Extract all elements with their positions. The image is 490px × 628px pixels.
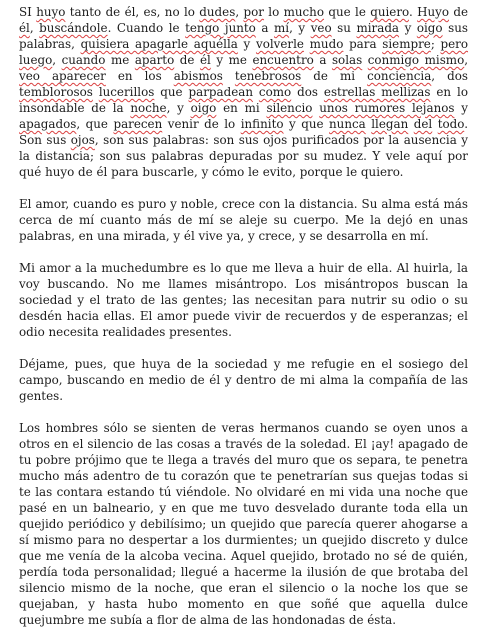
spellcheck-flagged-word: mucho bbox=[283, 5, 325, 19]
text-run: SI bbox=[19, 5, 37, 19]
spellcheck-flagged-word: aparto bbox=[134, 53, 175, 67]
text-run: en los bbox=[105, 69, 174, 83]
text-run: , dos bbox=[431, 69, 468, 83]
spellcheck-flagged-word: parpadean bbox=[188, 85, 253, 99]
spellcheck-flagged-word: tenebrosos bbox=[234, 69, 302, 83]
text-run: , que bbox=[76, 117, 114, 131]
text-run: , bbox=[464, 53, 469, 67]
text-run: . bbox=[408, 5, 418, 19]
spellcheck-flagged-word: él bbox=[19, 21, 30, 35]
spellcheck-flagged-word: pero luego bbox=[19, 37, 469, 67]
paragraph bbox=[19, 420, 468, 628]
text-run: El amor, cuando es puro y noble, crece con la distancia. Su alma está más cerca de mí cuanto más de mí se aleje su cuerpo. Me la dejó en unas palabras, en una mirada, y él vive ya, y crece, y se desarrolla en mí. bbox=[19, 197, 468, 243]
text-run: de bbox=[174, 53, 200, 67]
spellcheck-flagged-word: unos rumores lejanos bbox=[319, 101, 455, 115]
spellcheck-flagged-word: noche bbox=[130, 101, 167, 115]
paragraph bbox=[19, 356, 468, 404]
spellcheck-flagged-word: mudo bbox=[309, 37, 344, 51]
spellcheck-flagged-word: lucerillos bbox=[98, 85, 155, 99]
text-run: dos bbox=[291, 85, 324, 99]
spellcheck-flagged-word: conmigo mismo bbox=[367, 53, 465, 67]
text-run: , son sus palabras: son sus ojos purificados por la ausencia y la distancia; son sus palabras depuradas por su mudez. Y vele aquí por qué huyo de él para buscarle, y cómo le evito, porque le quiero. bbox=[19, 133, 468, 179]
spellcheck-flagged-word: mirada bbox=[356, 21, 400, 35]
spellcheck-flagged-word: nunca bbox=[329, 117, 366, 131]
text-run: de mi bbox=[301, 69, 368, 83]
spellcheck-flagged-word: quisiera apagarle aquélla bbox=[80, 37, 238, 51]
spellcheck-flagged-word: Huyo bbox=[417, 5, 450, 19]
spellcheck-flagged-word: parecen bbox=[113, 117, 163, 131]
spellcheck-flagged-word: abismos bbox=[173, 69, 223, 83]
spellcheck-flagged-word: él bbox=[199, 53, 211, 67]
text-run: en lo insondable de la bbox=[19, 85, 468, 115]
spellcheck-flagged-word: volverle bbox=[255, 37, 304, 51]
text-run: que le bbox=[324, 5, 371, 19]
text-run: de bbox=[449, 5, 469, 19]
spellcheck-flagged-word: todo bbox=[437, 117, 465, 131]
spellcheck-flagged-word: veo bbox=[310, 21, 332, 35]
spellcheck-flagged-word: oigo bbox=[190, 101, 217, 115]
text-run: que bbox=[154, 85, 189, 99]
spellcheck-flagged-word: buscándole bbox=[39, 21, 108, 35]
text-run: y que bbox=[283, 117, 330, 131]
text-run: lo bbox=[263, 5, 284, 19]
spellcheck-flagged-word: infinito bbox=[240, 117, 284, 131]
spellcheck-flagged-word: silencio bbox=[266, 101, 313, 115]
text-run: , bbox=[235, 5, 244, 19]
text-run: venir de lo bbox=[162, 117, 241, 131]
text-run: , y bbox=[289, 21, 311, 35]
text-run: para bbox=[343, 37, 383, 51]
text-run: , y bbox=[166, 101, 191, 115]
spellcheck-flagged-word: ojos bbox=[70, 133, 95, 147]
spellcheck-flagged-word: por bbox=[243, 5, 264, 19]
spellcheck-flagged-word: como bbox=[258, 85, 292, 99]
spellcheck-flagged-word: huyo bbox=[36, 5, 66, 19]
spellcheck-flagged-word: llegan bbox=[371, 117, 409, 131]
paragraph bbox=[19, 196, 468, 244]
text-run bbox=[223, 69, 235, 83]
spellcheck-flagged-word: tengo junto bbox=[185, 21, 256, 35]
text-run: Mi amor a la muchedumbre es lo que me lleva a huir de ella. Al huirla, la voy buscando. No me llames misántropo. Los misántropos buscan la sociedad y el trato de las gentes; las necesitan para nutrir su odio o su desdén hacia ellas. El amor puede vivir de recuerdos y de esperanzas; el odio necesita realidades presentes. bbox=[19, 261, 468, 339]
text-run: y bbox=[237, 37, 256, 51]
text-run: . Cuando le bbox=[107, 21, 186, 35]
text-run: a bbox=[255, 21, 275, 35]
spellcheck-flagged-word: dudes bbox=[199, 5, 236, 19]
spellcheck-flagged-word: veo aparecer bbox=[19, 69, 106, 83]
spellcheck-flagged-word: estrellas mellizas bbox=[323, 85, 431, 99]
text-run: Déjame, pues, que huya de la sociedad y me refugie en el sosiego del campo, buscando en medio de él y dentro de mi alma la compañía de las gentes. bbox=[19, 357, 468, 403]
text-run: sus palabras, bbox=[19, 21, 468, 51]
text-run: Los hombres sólo se sienten de veras hermanos cuando se oyen unos a otros en el silencio de las cosas a través de la soledad. El ¡ay! apagado de tu pobre prójimo que te llega a través del muro que os separa, te penetra mucho más adentro de tu corazón que te penetrarían sus quejas todas si te las contara estando tú viéndole. No olvidaré en mi vida una noche que pasé en un balneario, y en que me tuvo desvelado durante toda ella un quejido periódico y debilísimo; un quejido que parecía querer ahogarse a sí mismo para no despertar a los durmientes; un quejido discreto y dulce que me venía de la alcoba vecina. Aquel quejido, brotado no sé de quién, perdía toda personalidad; llegué a hacerme la ilusión de que brotaba del silencio mismo de la noche, que eran el silencio o la noche los que se quejaban, y hasta hubo momento en que soñé que aquella dulce quejumbre me subía a flor de alma de las hondonadas de ésta. bbox=[19, 421, 468, 627]
text-run: su bbox=[331, 21, 357, 35]
text-run: y bbox=[399, 21, 417, 35]
spellcheck-flagged-word: cuando bbox=[61, 53, 106, 67]
text-run: a bbox=[313, 53, 332, 67]
spellcheck-flagged-word: mí bbox=[274, 21, 290, 35]
text-run: y bbox=[454, 101, 469, 115]
text-run: tanto de él, es, no lo bbox=[65, 5, 200, 19]
spellcheck-flagged-word: solas bbox=[331, 53, 363, 67]
text-run: , bbox=[29, 21, 40, 35]
spellcheck-flagged-word: siempre bbox=[382, 37, 431, 51]
spellcheck-flagged-word: oigo bbox=[416, 21, 443, 35]
text-run: ; bbox=[430, 37, 441, 51]
spellcheck-flagged-word: encuentro bbox=[252, 53, 314, 67]
spellcheck-flagged-word: apagados bbox=[19, 117, 77, 131]
spellcheck-flagged-word: quiero bbox=[370, 5, 409, 19]
text-run: en mi bbox=[216, 101, 267, 115]
text-run: me bbox=[105, 53, 135, 67]
spellcheck-flagged-word: del bbox=[413, 117, 433, 131]
spellcheck-flagged-word: temblorosos bbox=[19, 85, 93, 99]
text-run: y me bbox=[210, 53, 253, 67]
spellcheck-flagged-word: conciencia bbox=[367, 69, 432, 83]
paragraph bbox=[19, 4, 468, 180]
paragraph bbox=[19, 260, 468, 340]
text-run: . Son sus bbox=[19, 117, 468, 147]
text-run: , bbox=[52, 53, 62, 67]
